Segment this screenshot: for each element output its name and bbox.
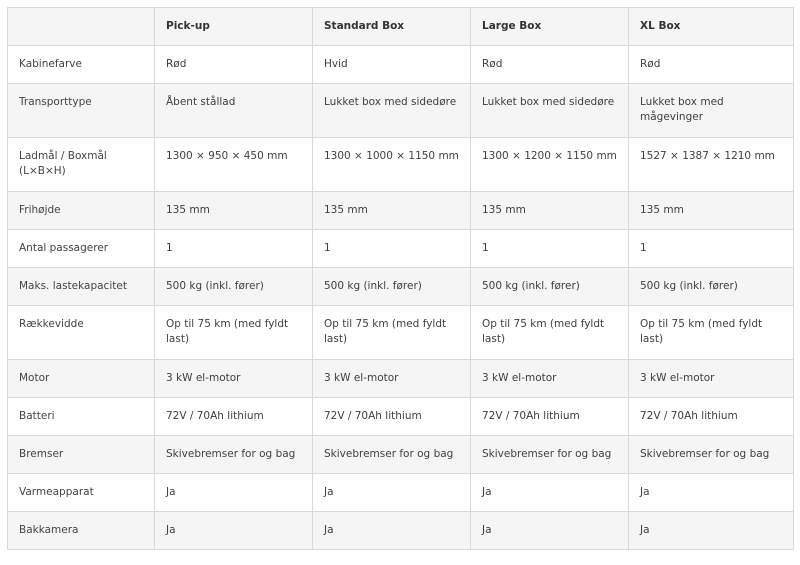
table-cell: 3 kW el-motor: [629, 360, 794, 398]
table-cell: Ja: [471, 512, 629, 550]
header-large-box: Large Box: [471, 8, 629, 46]
table-cell: 1: [629, 230, 794, 268]
table-cell: 72V / 70Ah lithium: [471, 398, 629, 436]
table-cell: Lukket box med sidedøre: [471, 84, 629, 138]
row-label: Motor: [8, 360, 155, 398]
table-row: [8, 138, 794, 192]
header-row: [8, 8, 794, 46]
table-cell: 1527 × 1387 × 1210 mm: [629, 138, 794, 192]
table-cell: 3 kW el-motor: [471, 360, 629, 398]
table-cell: 72V / 70Ah lithium: [313, 398, 471, 436]
table-cell: Skivebremser for og bag: [471, 436, 629, 474]
table-row: [8, 230, 794, 268]
table-cell: Ja: [155, 474, 313, 512]
row-label: Bremser: [8, 436, 155, 474]
table-cell: Ja: [313, 474, 471, 512]
table-cell: Rød: [471, 46, 629, 84]
table-cell: Op til 75 km (med fyldt last): [629, 306, 794, 360]
table-cell: Skivebremser for og bag: [155, 436, 313, 474]
table-cell: Rød: [155, 46, 313, 84]
table-cell: 1300 × 950 × 450 mm: [155, 138, 313, 192]
table-row: [8, 512, 794, 550]
table-cell: Ja: [471, 474, 629, 512]
table-cell: Op til 75 km (med fyldt last): [155, 306, 313, 360]
row-label: Bakkamera: [8, 512, 155, 550]
table-cell: 1300 × 1000 × 1150 mm: [313, 138, 471, 192]
table-cell: Skivebremser for og bag: [629, 436, 794, 474]
table-cell: 1: [155, 230, 313, 268]
table-cell: 1: [313, 230, 471, 268]
table-cell: Ja: [629, 474, 794, 512]
row-label: Batteri: [8, 398, 155, 436]
table-cell: Rød: [629, 46, 794, 84]
table-cell: 135 mm: [313, 192, 471, 230]
table-cell: 500 kg (inkl. fører): [313, 268, 471, 306]
table-cell: Lukket box med sidedøre: [313, 84, 471, 138]
table-cell: Åbent stållad: [155, 84, 313, 138]
table-cell: Op til 75 km (med fyldt last): [471, 306, 629, 360]
table-cell: 3 kW el-motor: [155, 360, 313, 398]
row-label: Rækkevidde: [8, 306, 155, 360]
table-cell: 500 kg (inkl. fører): [155, 268, 313, 306]
table-cell: Ja: [155, 512, 313, 550]
table-row: [8, 268, 794, 306]
row-label: Kabinefarve: [8, 46, 155, 84]
header-standard-box: Standard Box: [313, 8, 471, 46]
row-label: Transporttype: [8, 84, 155, 138]
row-label: Frihøjde: [8, 192, 155, 230]
table-cell: 135 mm: [629, 192, 794, 230]
table-cell: 135 mm: [155, 192, 313, 230]
table-cell: 1: [471, 230, 629, 268]
table-row: [8, 360, 794, 398]
table-cell: 500 kg (inkl. fører): [471, 268, 629, 306]
table-row: [8, 84, 794, 138]
table-cell: Skivebremser for og bag: [313, 436, 471, 474]
header-xl-box: XL Box: [629, 8, 794, 46]
table-cell: 3 kW el-motor: [313, 360, 471, 398]
header-pickup: Pick-up: [155, 8, 313, 46]
table-cell: Lukket box med mågevinger: [629, 84, 794, 138]
table-cell: 72V / 70Ah lithium: [155, 398, 313, 436]
table-row: [8, 192, 794, 230]
table-cell: 500 kg (inkl. fører): [629, 268, 794, 306]
table-cell: Ja: [629, 512, 794, 550]
table-cell: 135 mm: [471, 192, 629, 230]
header-empty-cell: [8, 8, 155, 46]
table-row: [8, 398, 794, 436]
row-label: Antal passagerer: [8, 230, 155, 268]
table-cell: Op til 75 km (med fyldt last): [313, 306, 471, 360]
table-row: [8, 436, 794, 474]
row-label: Ladmål / Boxmål (L×B×H): [8, 138, 155, 192]
table-cell: 1300 × 1200 × 1150 mm: [471, 138, 629, 192]
table-cell: 72V / 70Ah lithium: [629, 398, 794, 436]
spec-comparison-table: [7, 7, 794, 550]
table-row: [8, 474, 794, 512]
row-label: Maks. lastekapacitet: [8, 268, 155, 306]
table-row: [8, 306, 794, 360]
table-cell: Ja: [313, 512, 471, 550]
table-cell: Hvid: [313, 46, 471, 84]
row-label: Varmeapparat: [8, 474, 155, 512]
table-row: [8, 46, 794, 84]
